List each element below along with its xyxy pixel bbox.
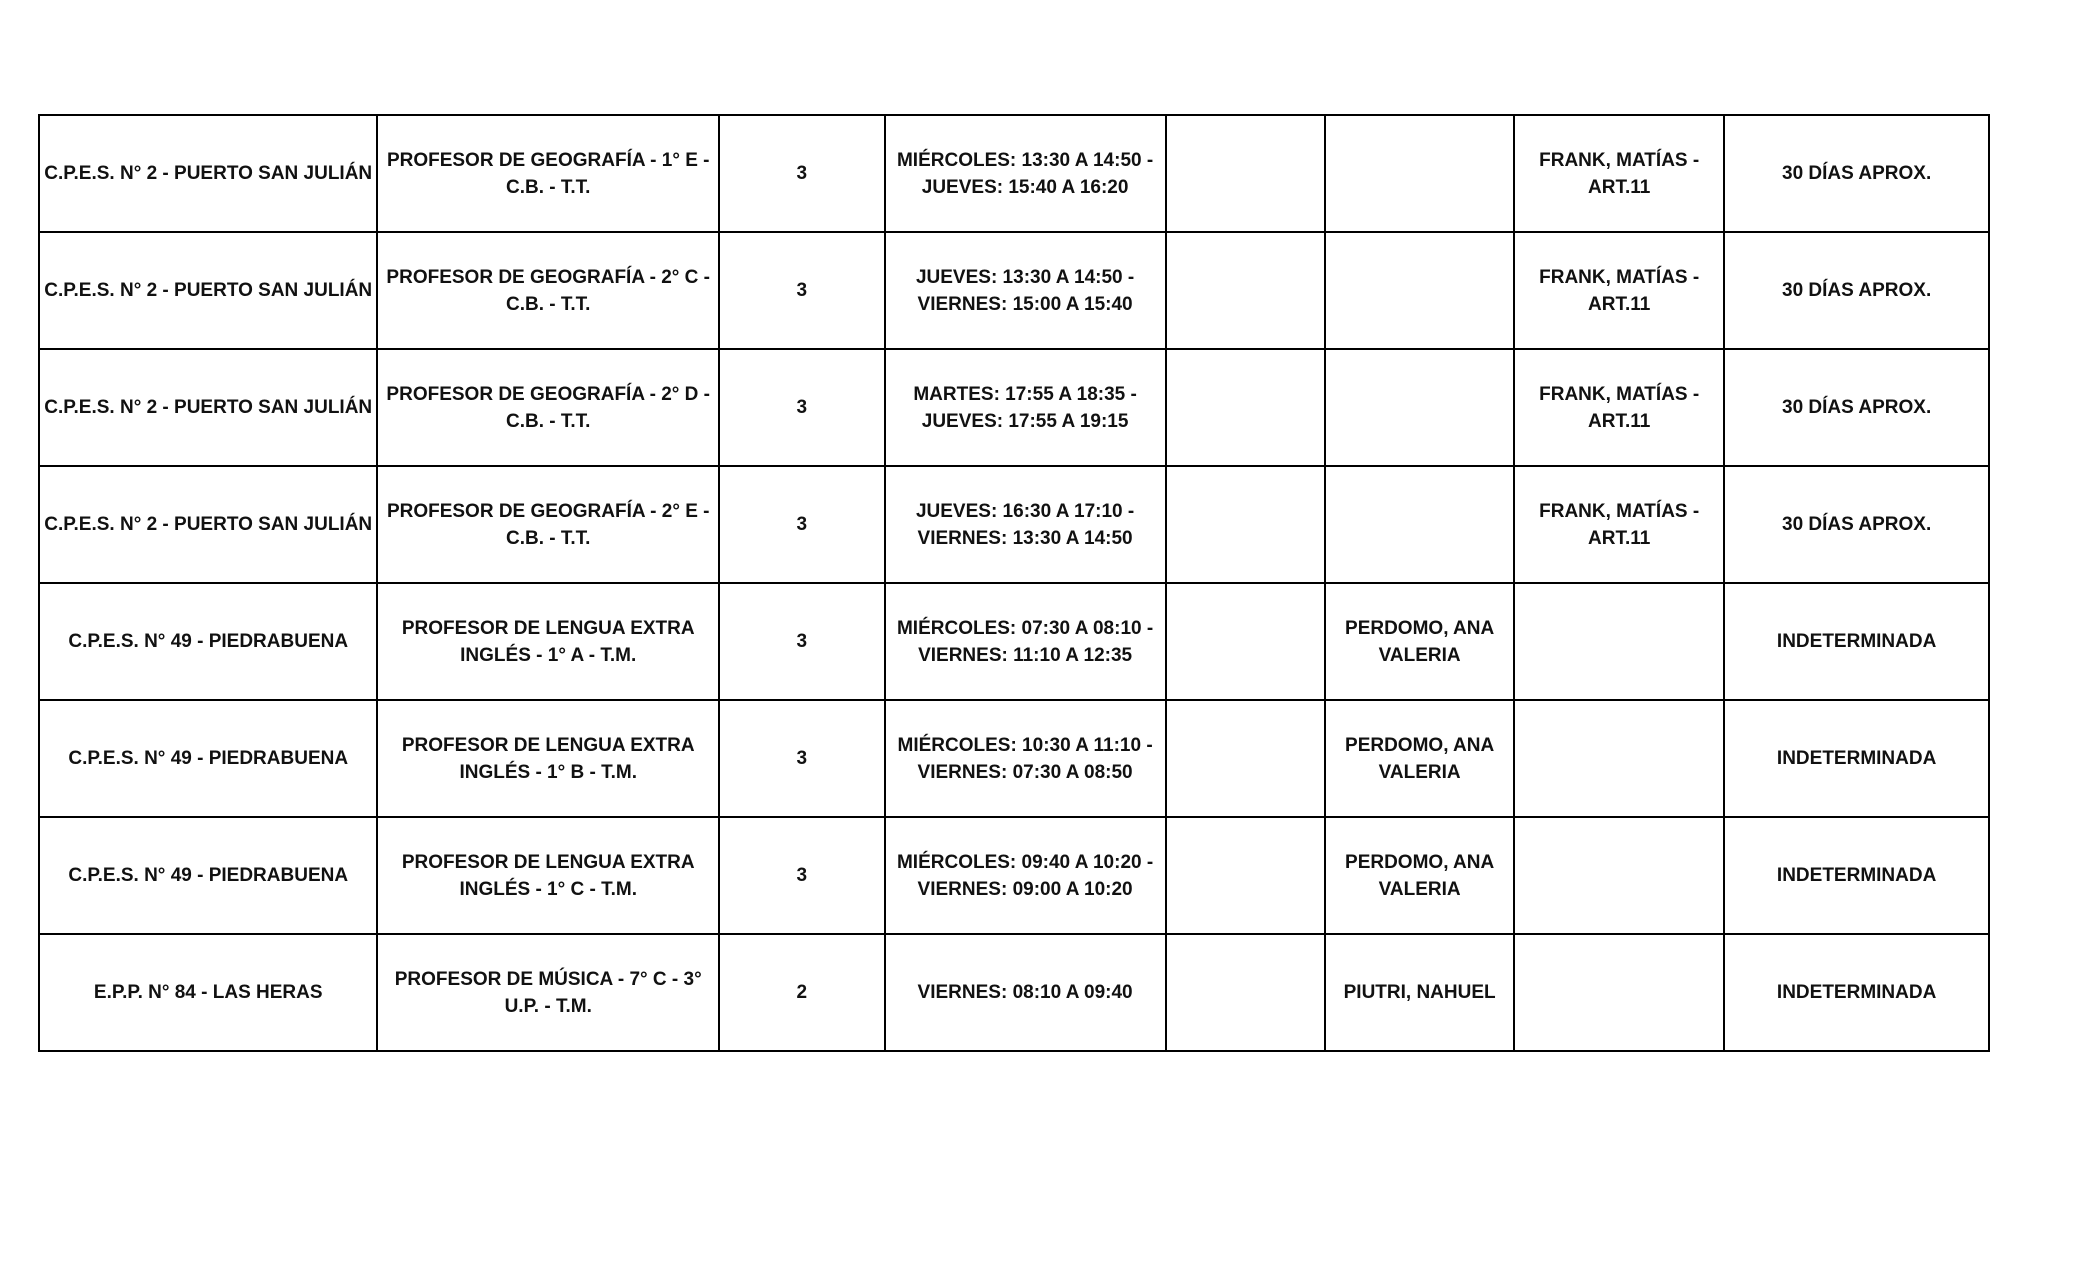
schedule-cell: VIERNES: 08:10 A 09:40 [885,934,1166,1051]
duration-cell: INDETERMINADA [1724,700,1989,817]
hours-cell: 2 [719,934,885,1051]
schedule-cell: MIÉRCOLES: 07:30 A 08:10 - VIERNES: 11:10 A 12:35 [885,583,1166,700]
position-cell: PROFESOR DE LENGUA EXTRA INGLÉS - 1° B - T.M. [377,700,719,817]
leave-cell: FRANK, MATÍAS - ART.11 [1514,232,1724,349]
hours-cell: 3 [719,232,885,349]
school-cell: C.P.E.S. N° 2 - PUERTO SAN JULIÁN [39,115,377,232]
table-row [39,115,1989,232]
empty-cell [1166,466,1326,583]
leave-cell: FRANK, MATÍAS - ART.11 [1514,115,1724,232]
hours-cell: 3 [719,466,885,583]
position-cell: PROFESOR DE LENGUA EXTRA INGLÉS - 1° A - T.M. [377,583,719,700]
hours-cell: 3 [719,115,885,232]
hours-cell: 3 [719,583,885,700]
position-cell: PROFESOR DE GEOGRAFÍA - 1° E - C.B. - T.T. [377,115,719,232]
school-cell: C.P.E.S. N° 49 - PIEDRABUENA [39,817,377,934]
leave-cell: FRANK, MATÍAS - ART.11 [1514,466,1724,583]
school-cell: C.P.E.S. N° 49 - PIEDRABUENA [39,583,377,700]
holder-cell: PIUTRI, NAHUEL [1325,934,1514,1051]
table-row [39,700,1989,817]
position-cell: PROFESOR DE MÚSICA - 7° C - 3° U.P. - T.M. [377,934,719,1051]
position-cell: PROFESOR DE GEOGRAFÍA - 2° C - C.B. - T.T. [377,232,719,349]
empty-cell [1166,115,1326,232]
empty-cell [1166,232,1326,349]
empty-cell [1166,700,1326,817]
position-cell: PROFESOR DE GEOGRAFÍA - 2° E - C.B. - T.T. [377,466,719,583]
hours-cell: 3 [719,817,885,934]
schedule-cell: JUEVES: 13:30 A 14:50 - VIERNES: 15:00 A 15:40 [885,232,1166,349]
schedule-cell: MIÉRCOLES: 13:30 A 14:50 - JUEVES: 15:40 A 16:20 [885,115,1166,232]
school-cell: E.P.P. N° 84 - LAS HERAS [39,934,377,1051]
empty-cell [1166,934,1326,1051]
school-cell: C.P.E.S. N° 2 - PUERTO SAN JULIÁN [39,349,377,466]
table-row [39,583,1989,700]
empty-cell [1166,349,1326,466]
schedule-cell: MIÉRCOLES: 10:30 A 11:10 - VIERNES: 07:30 A 08:50 [885,700,1166,817]
table-row [39,232,1989,349]
leave-cell [1514,583,1724,700]
table-row [39,817,1989,934]
schedule-cell: MIÉRCOLES: 09:40 A 10:20 - VIERNES: 09:00 A 10:20 [885,817,1166,934]
vacancies-table [38,114,1990,1052]
table-row [39,934,1989,1051]
holder-cell [1325,349,1514,466]
schedule-cell: JUEVES: 16:30 A 17:10 - VIERNES: 13:30 A 14:50 [885,466,1166,583]
hours-cell: 3 [719,700,885,817]
holder-cell: PERDOMO, ANA VALERIA [1325,583,1514,700]
leave-cell [1514,700,1724,817]
leave-cell [1514,817,1724,934]
duration-cell: 30 DÍAS APROX. [1724,115,1989,232]
hours-cell: 3 [719,349,885,466]
duration-cell: 30 DÍAS APROX. [1724,466,1989,583]
empty-cell [1166,817,1326,934]
holder-cell: PERDOMO, ANA VALERIA [1325,700,1514,817]
holder-cell: PERDOMO, ANA VALERIA [1325,817,1514,934]
duration-cell: INDETERMINADA [1724,583,1989,700]
table-body [39,115,1989,1051]
table-row [39,349,1989,466]
leave-cell [1514,934,1724,1051]
duration-cell: 30 DÍAS APROX. [1724,349,1989,466]
empty-cell [1166,583,1326,700]
schedule-cell: MARTES: 17:55 A 18:35 - JUEVES: 17:55 A 19:15 [885,349,1166,466]
school-cell: C.P.E.S. N° 49 - PIEDRABUENA [39,700,377,817]
holder-cell [1325,115,1514,232]
school-cell: C.P.E.S. N° 2 - PUERTO SAN JULIÁN [39,466,377,583]
position-cell: PROFESOR DE GEOGRAFÍA - 2° D - C.B. - T.T. [377,349,719,466]
leave-cell: FRANK, MATÍAS - ART.11 [1514,349,1724,466]
duration-cell: 30 DÍAS APROX. [1724,232,1989,349]
holder-cell [1325,466,1514,583]
duration-cell: INDETERMINADA [1724,934,1989,1051]
table-row [39,466,1989,583]
position-cell: PROFESOR DE LENGUA EXTRA INGLÉS - 1° C - T.M. [377,817,719,934]
school-cell: C.P.E.S. N° 2 - PUERTO SAN JULIÁN [39,232,377,349]
duration-cell: INDETERMINADA [1724,817,1989,934]
holder-cell [1325,232,1514,349]
